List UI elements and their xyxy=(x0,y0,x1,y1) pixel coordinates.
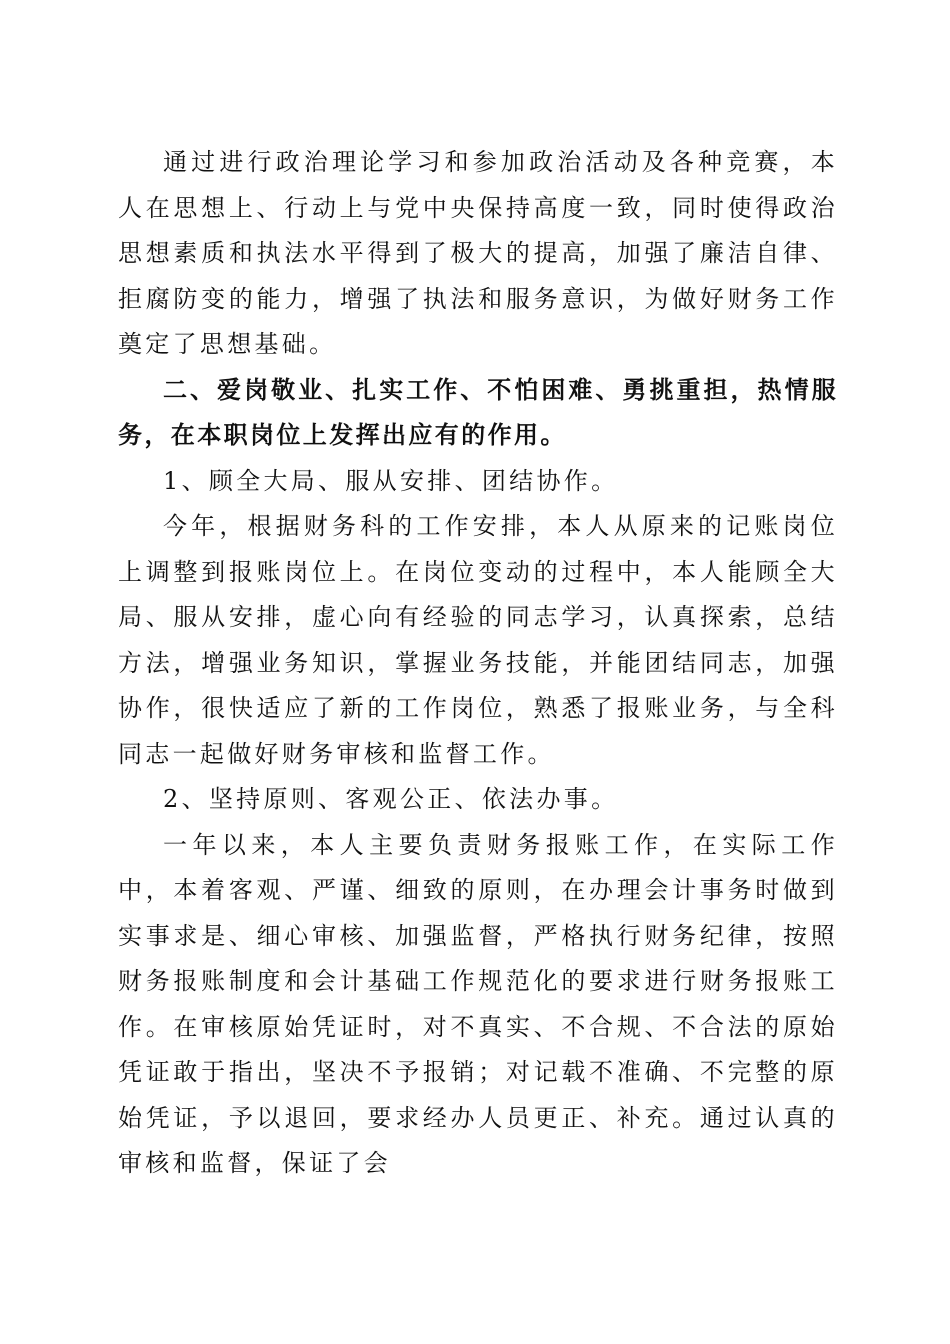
section-heading-two: 二、爱岗敬业、扎实工作、不怕困难、勇挑重担，热情服务，在本职岗位上发挥出应有的作用。 xyxy=(118,375,838,449)
document-page xyxy=(118,140,838,1187)
paragraph-job-adjustment: 今年，根据财务科的工作安排，本人从原来的记账岗位上调整到报账岗位上。在岗位变动的过程中，本人能顾全大局、服从安排，虚心向有经验的同志学习，认真探索，总结方法，增强业务知识，掌握业务技能，并能团结同志，加强协作，很快适应了新的工作岗位，熟悉了报账业务，与全科同志一起做好财务审核和监督工作。 xyxy=(118,512,838,768)
subheading-one: 1、顾全大局、服从安排、团结协作。 xyxy=(163,466,619,495)
subheading-two: 2、坚持原则、客观公正、依法办事。 xyxy=(163,785,619,813)
paragraph-political-study: 通过进行政治理论学习和参加政治活动及各种竞赛，本人在思想上、行动上与党中央保持高度一致，同时使得政治思想素质和执法水平得到了极大的提高，加强了廉洁自律、拒腐防变的能力，增强了执法和服务意识，为做好财务工作奠定了思想基础。 xyxy=(118,148,838,358)
paragraph-reimbursement-work: 一年以来，本人主要负责财务报账工作，在实际工作中，本着客观、严谨、细致的原则，在办理会计事务时做到实事求是、细心审核、加强监督，严格执行财务纪律，按照财务报账制度和会计基础工作规范化的要求进行财务报账工作。在审核原始凭证时，对不真实、不合规、不合法的原始凭证敢于指出，坚决不予报销；对记载不准确、不完整的原始凭证，予以退回，要求经办人员更正、补充。通过认真的审核和监督，保证了会 xyxy=(118,830,838,1177)
